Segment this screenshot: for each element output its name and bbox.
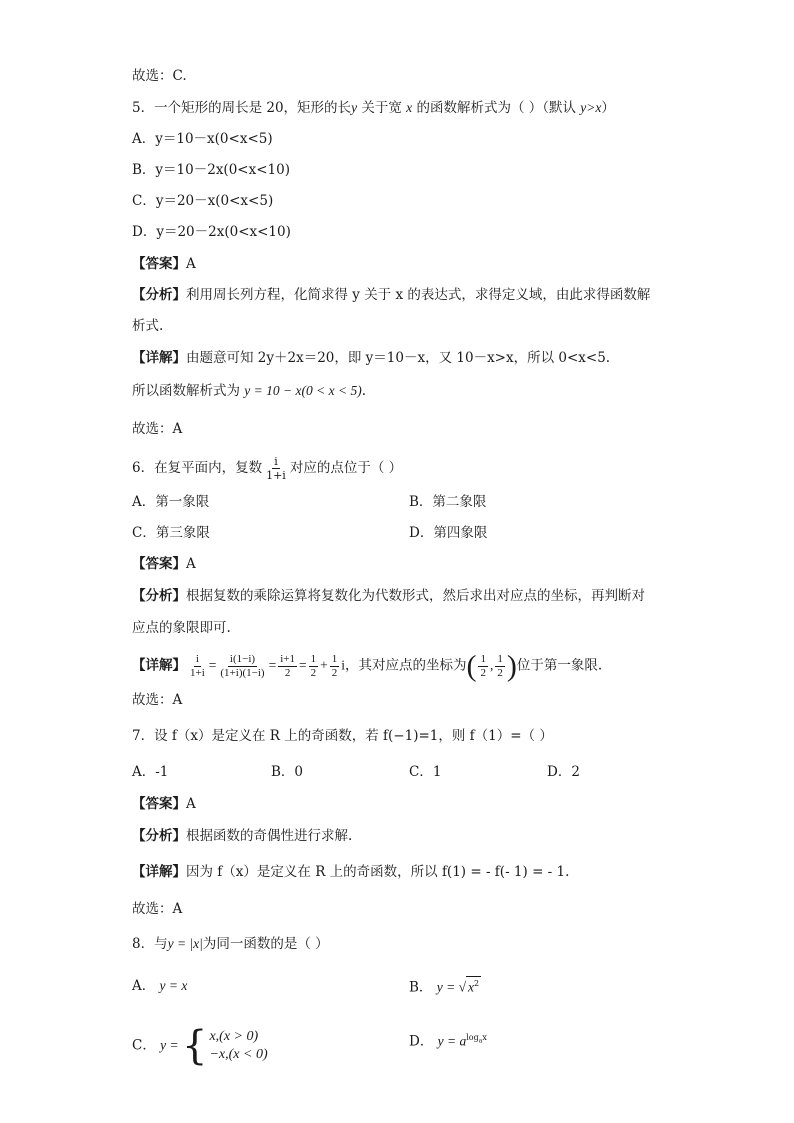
q4-choice: 故选：C. [132, 68, 187, 84]
answer-value: A [186, 256, 196, 272]
frac-num: 1 [497, 653, 503, 665]
q5-stem-part: 关于宽 [357, 100, 407, 116]
cases [209, 1028, 267, 1064]
frac-num: i [274, 455, 278, 468]
frac-num: i+1 [280, 653, 295, 665]
detail-fraction [188, 653, 207, 680]
analysis-text: 利用周长列方程，化简求得 y 关于 x 的表达式，求得定义域，由此求得函数解 [186, 287, 651, 303]
frac-num: i [195, 653, 199, 665]
q6-option-a [132, 492, 209, 512]
detail-text: 因为 f（x）是定义在 R 上的奇函数，所以 f(1) = - f(- 1) = - 1. [186, 864, 570, 880]
option-letter: C． [132, 525, 156, 541]
q6-stem-part: 对应的点位于（ ） [289, 460, 403, 476]
frac-den: 2 [497, 667, 503, 679]
analysis-tag: 【分析】 [132, 828, 186, 844]
exponent: 2 [474, 979, 480, 988]
sqrt-sign: √ [458, 979, 466, 995]
option-text: y＝10－x(0<x<5) [155, 131, 273, 147]
answer-tag: 【答案】 [132, 256, 186, 272]
q6-detail: 【详解】 $\frac{i}{1+i}$ = $\frac{i(1-i)}{(1+i)(1-i)}$ = $\frac{i+1}{2}$ = $\frac{1}{2}$ + $\frac{1}{2}$ i，其对应点的坐标为( $\frac{1}{2}$ , $\frac{1}{2}$ )位于第一象限. [132, 649, 603, 683]
sqrt-radicand [466, 976, 481, 995]
option-letter: A． [132, 494, 156, 510]
frac-num: i(1−i) [229, 653, 256, 665]
analysis-text: 根据函数的奇偶性进行求解. [186, 828, 353, 844]
option-letter: D． [547, 764, 572, 780]
q5-detail [132, 348, 610, 368]
answer-value: A [186, 796, 196, 812]
frac-den: 2 [480, 667, 486, 679]
option-text: 第三象限 [155, 525, 210, 541]
detail-text: . [361, 383, 367, 399]
q5-var-x: x [406, 100, 413, 115]
detail-text: 所以函数解析式为 [132, 383, 245, 399]
analysis-tag: 【分析】 [132, 588, 186, 604]
radicand-var: x [468, 979, 474, 995]
q5-option-a [132, 129, 273, 149]
option-text: 第四象限 [433, 525, 488, 541]
q6-choice: 故选：A [132, 692, 183, 708]
q5-var-y: y [351, 100, 358, 115]
q7-option-d [547, 762, 580, 782]
q6-option-c [132, 523, 210, 543]
q8-formula: y = |x| [167, 936, 203, 951]
coord-fraction [495, 653, 505, 680]
option-letter: C． [132, 1037, 156, 1054]
q7-answer [132, 794, 196, 814]
option-letter: A． [132, 978, 156, 994]
q6-analysis-cont: 应点的象限即可. [132, 620, 231, 636]
option-letter: B． [409, 494, 433, 510]
q5-analysis [132, 285, 650, 305]
detail-fraction [309, 653, 319, 680]
q5-stem-part: ） [601, 100, 615, 116]
q6-stem [132, 455, 402, 482]
q6-analysis [132, 586, 645, 606]
q7-option-c [409, 762, 441, 782]
option-text: y＝20－2x(0<x<10) [156, 224, 291, 240]
frac-den: 2 [284, 667, 291, 679]
detail-tag: 【详解】 [132, 350, 186, 366]
q8-option-b [409, 976, 481, 998]
answer-tag: 【答案】 [132, 796, 186, 812]
coord-fraction [478, 653, 488, 680]
frac-den: 1+i [266, 469, 286, 482]
q5-stem-part: 的函数解析式为（ ）（默认 [412, 100, 581, 116]
option-formula: y = a [437, 1033, 467, 1049]
option-formula: y = [436, 979, 459, 995]
q5-answer [132, 254, 196, 274]
option-letter: B． [132, 162, 156, 178]
q8-option-c [132, 1023, 268, 1069]
option-letter: C． [409, 764, 433, 780]
option-letter: A． [132, 131, 156, 147]
imag-unit: i [341, 657, 345, 673]
option-letter: C． [132, 193, 156, 209]
answer-tag: 【答案】 [132, 556, 186, 572]
option-letter: B． [271, 764, 295, 780]
detail-text: 位于第一象限. [516, 657, 603, 674]
q5-stem [132, 98, 615, 118]
detail-tag: 【详解】 [132, 657, 186, 674]
analysis-text: 根据复数的乘除运算将复数化为代数形式，然后求出对应点的坐标，再判断对 [186, 588, 645, 604]
q7-option-b [271, 762, 303, 782]
q5-stem-part: 5．一个矩形的周长是 20，矩形的长 [132, 100, 352, 116]
frac-den: 2 [331, 667, 338, 679]
detail-text: ，其对应点的坐标为 [344, 657, 467, 674]
frac-num: 1 [480, 653, 486, 665]
case-1: x,(x > 0) [209, 1029, 259, 1044]
frac-num: 1 [310, 653, 317, 665]
equals: = [268, 657, 277, 673]
frac-den: 1+i [190, 667, 205, 679]
q6-option-d [409, 523, 487, 543]
option-formula: y = [160, 1037, 182, 1053]
q5-default: y>x [580, 100, 602, 115]
option-text: 0 [294, 764, 304, 780]
q8-stem-part: 8．与 [132, 936, 168, 952]
frac-den: 2 [310, 667, 317, 679]
option-text: 第二象限 [432, 494, 487, 510]
q5-option-b [132, 160, 290, 180]
option-text: 2 [571, 764, 580, 780]
answer-value: A [186, 556, 196, 572]
frac-den: (1+i)(1−i) [220, 667, 265, 679]
option-text: 第一象限 [155, 494, 210, 510]
q7-analysis [132, 826, 352, 846]
plus: + [320, 657, 328, 673]
q6-option-b [409, 492, 486, 512]
option-letter: D． [409, 525, 434, 541]
brace: { [182, 1023, 208, 1069]
detail-tag: 【详解】 [132, 864, 186, 880]
exp-arg: x [482, 1033, 487, 1042]
q6-fraction [264, 455, 288, 482]
detail-text: 由题意可知 2y＋2x＝20，即 y＝10－x，又 10－x>x，所以 0<x<5. [186, 350, 611, 366]
option-text: 1 [432, 764, 442, 780]
q5-option-c [132, 191, 273, 211]
q5-analysis-cont: 析式. [132, 318, 164, 334]
analysis-tag: 【分析】 [132, 287, 186, 303]
exponent [466, 1033, 487, 1045]
option-text: y＝10－2x(0<x<10) [155, 162, 290, 178]
exp-log: log [466, 1033, 479, 1042]
equals: = [208, 657, 217, 673]
piecewise [182, 1023, 268, 1069]
q8-option-a [132, 976, 187, 996]
detail-fraction [330, 653, 340, 680]
detail-formula: y = 10 − x(0 < x < 5) [244, 383, 362, 398]
q7-option-a [132, 762, 168, 782]
q5-detail-cont [132, 381, 366, 401]
equals: = [298, 657, 307, 673]
q8-stem-part: 为同一函数的是（ ） [202, 936, 329, 952]
q7-choice: 故选：A [132, 901, 183, 917]
q8-option-d [409, 1028, 487, 1052]
q7-detail [132, 862, 569, 882]
option-formula: y = x [159, 978, 188, 993]
q7-stem: 7．设 f（x）是定义在 R 上的奇函数，若 f(−1)=1，则 f（1）=（ ） [132, 728, 553, 744]
option-letter: D． [409, 1033, 434, 1050]
option-text: -1 [155, 764, 169, 780]
q5-choice: 故选：A [132, 421, 183, 437]
option-text: y＝20－x(0<x<5) [155, 193, 274, 209]
option-letter: A． [132, 764, 156, 780]
frac-num: 1 [331, 653, 338, 665]
option-letter: B． [409, 979, 433, 996]
case-2: −x,(x < 0) [209, 1047, 268, 1062]
exp-base: a [478, 1037, 483, 1045]
q5-option-d [132, 222, 291, 242]
detail-fraction [218, 653, 266, 680]
option-letter: D． [132, 224, 157, 240]
detail-fraction [278, 653, 297, 680]
q8-stem [132, 934, 329, 954]
q6-stem-part: 6．在复平面内，复数 [132, 460, 263, 476]
q6-answer [132, 554, 196, 574]
